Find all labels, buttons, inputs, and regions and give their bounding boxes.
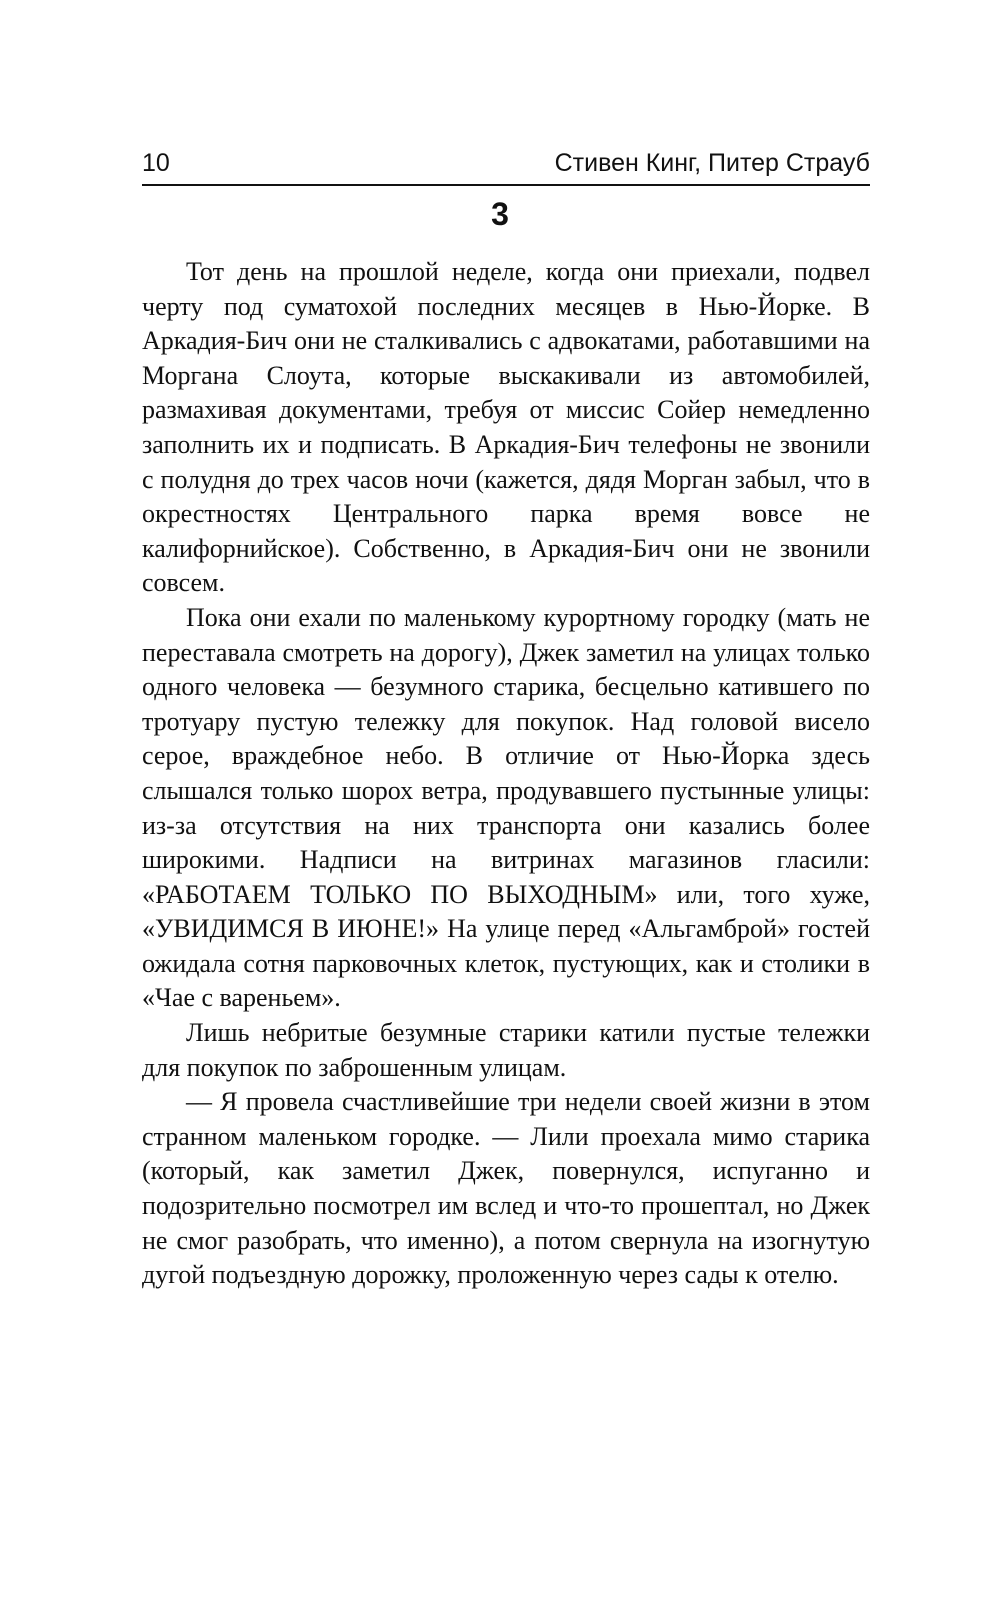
running-head: Стивен Кинг, Питер Страуб [554, 149, 870, 177]
paragraph: Пока они ехали по маленькому курортному городку (мать не переставала смотреть на дорогу), Джек заметил на улицах только одного человека — безумного старика, бесцельно катившего по тротуару пустую тележку для покупок. Над головой висело серое, враждебное небо. В отличие от Нью-Йорка здесь слышался только шорох ветра, продувавшего пустынные улицы: из-за отсутствия на них транспорта они казались более широкими. Надписи на витринах магазинов гласили: «РАБОТАЕМ ТОЛЬКО ПО ВЫХОДНЫМ» или, того хуже, «УВИДИМСЯ В ИЮНЕ!» На улице перед «Альгамброй» гостей ожидала сотня парковочных клеток, пустующих, как и столики в «Чае с вареньем». [142, 602, 870, 1013]
paragraph: — Я провела счастливейшие три недели своей жизни в этом странном маленьком городке. — Лили проехала мимо старика (который, как заметил Джек, повернулся, испуганно и подозрительно посмотрел им вслед и что-то прошептал, но Джек не смог разобрать, что именно), а потом свернула на изогнутую дугой подъездную дорожку, проложенную через сады к отелю. [142, 1087, 870, 1290]
paragraph: Лишь небритые безумные старики катили пустые тележки для покупок по заброшенным улицам. [142, 1018, 870, 1082]
paragraph: Тот день на прошлой неделе, когда они приехали, подвел черту под суматохой последних месяцев в Нью-Йорке. В Аркадия-Бич они не сталкивались с адвокатами, работавшими на Моргана Слоута, которые выскакивали из автомобилей, размахивая документами, требуя от миссис Сойер немедленно заполнить их и подписать. В Аркадия-Бич телефоны не звонили с полудня до трех часов ночи (кажется, дядя Морган забыл, что в окрестностях Центрального парка время вовсе не калифорнийское). Собственно, в Аркадия-Бич они не звонили совсем. [142, 257, 870, 598]
body-text [142, 255, 870, 1293]
page-number: 10 [142, 149, 170, 177]
chapter-number: 3 [491, 196, 509, 232]
page-header [142, 148, 870, 186]
